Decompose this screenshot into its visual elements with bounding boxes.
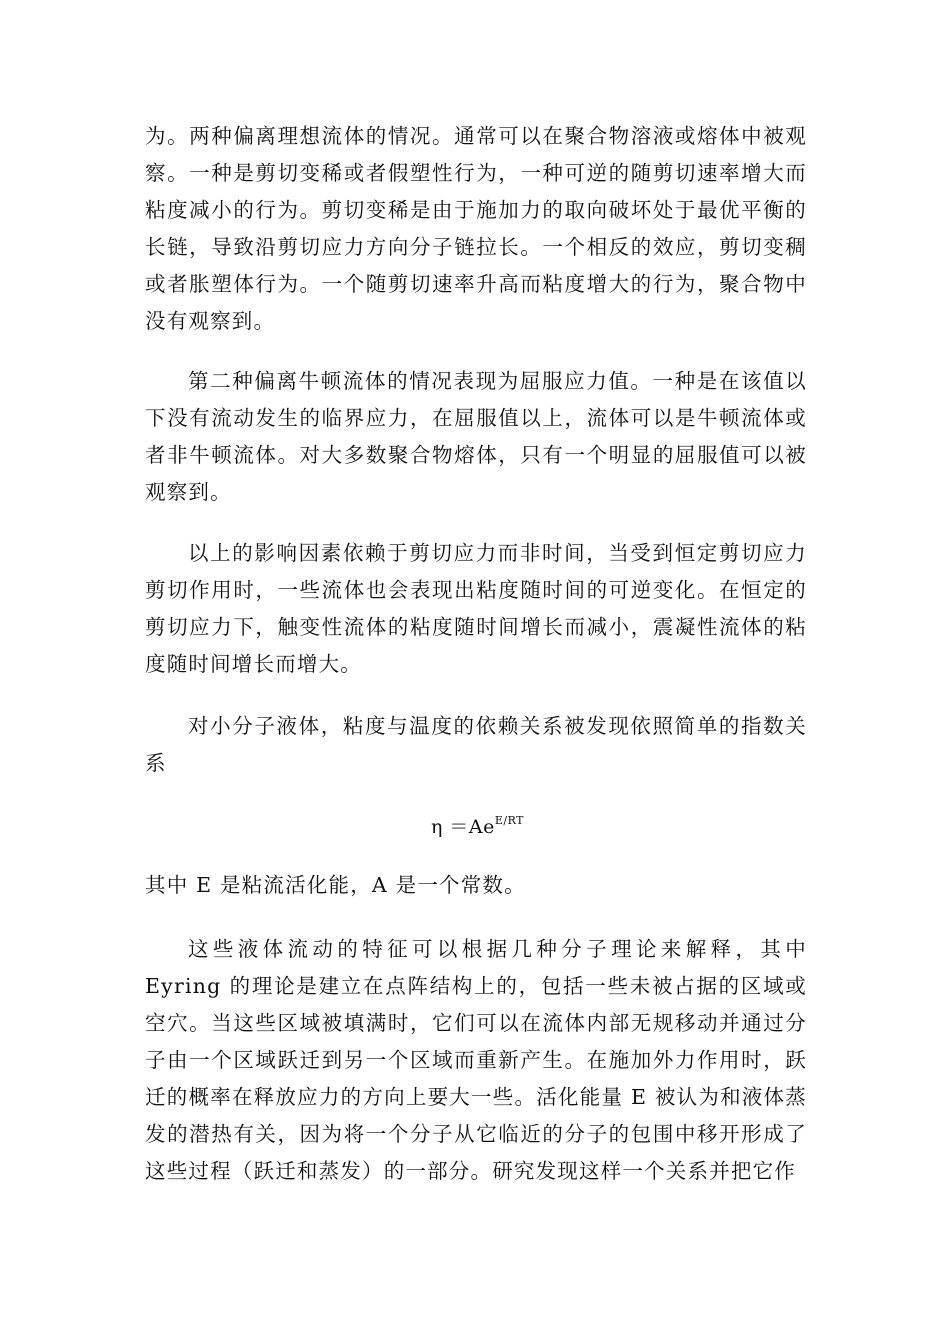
paragraph-shear-thinning: 为。两种偏离理想流体的情况。通常可以在聚合物溶液或熔体中被观察。一种是剪切变稀或者假塑性行为，一种可逆的随剪切速率增大而粘度减小的行为。剪切变稀是由于施加力的取向破坏处于最优平衡的长链，导致沿剪切应力方向分子链拉长。一个相反的效应，剪切变稠或者胀塑体行为。一个随剪切速率升高而粘度增大的行为，聚合物中没有观察到。 — [145, 124, 807, 333]
paragraph-temperature-dependence: 对小分子液体，粘度与温度的依赖关系被发现依照简单的指数关系 — [145, 714, 807, 775]
paragraph-eyring-theory: 这些液体流动的特征可以根据几种分子理论来解释，其中 Eyring 的理论是建立在点阵结构上的，包括一些未被占据的区域或空穴。当这些区域被填满时，它们可以在流体内部无规移动并通过分子由一个区域跃迁到另一个区域而重新产生。在施加外力作用时，跃迁的概率在释放应力的方向上要大一些。活化能量 E 被认为和液体蒸发的潜热有关，因为将一个分子从它临近的分子的包围中移开形成了这些过程（跃迁和蒸发）的一部分。研究发现这样一个关系并把它作 — [145, 937, 807, 1183]
formula-exponent: E/RT — [494, 814, 525, 827]
paragraph-time-dependence: 以上的影响因素依赖于剪切应力而非时间，当受到恒定剪切应力剪切作用时，一些流体也会表现出粘度随时间的可逆变化。在恒定的剪切应力下，触变性流体的粘度随时间增长而减小，震凝性流体的粘度随时间增长而增大。 — [145, 541, 807, 676]
viscosity-formula — [0, 812, 950, 839]
paragraph-formula-explanation: 其中 E 是粘流活化能，A 是一个常数。 — [145, 873, 526, 897]
paragraph-yield-stress: 第二种偏离牛顿流体的情况表现为屈服应力值。一种是在该值以下没有流动发生的临界应力，在屈服值以上，流体可以是牛顿流体或者非牛顿流体。对大多数聚合物熔体，只有一个明显的屈服值可以被观察到。 — [145, 369, 807, 504]
formula-main: η ＝Ae — [430, 816, 495, 838]
